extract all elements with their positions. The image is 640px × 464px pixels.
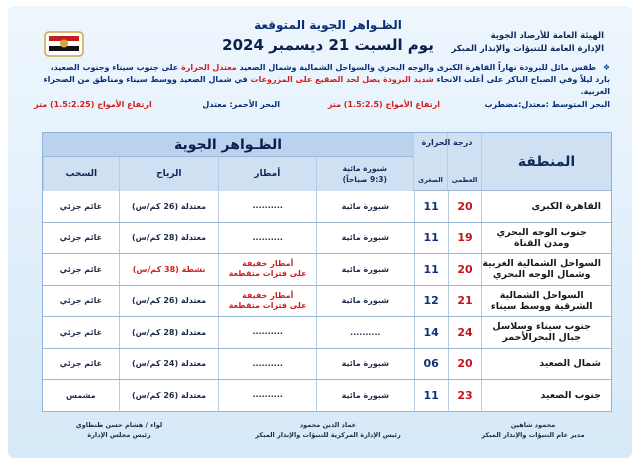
clouds-value: غائم جزئي: [59, 296, 103, 306]
red-sea-waves: ارتفاع الأمواج (1.5:2.25) متر: [34, 100, 152, 109]
max-temp: 19: [448, 223, 482, 254]
fog-value: شبورة مائية: [316, 223, 414, 254]
clouds-value: غائم جزئي: [59, 201, 103, 211]
table-row: [43, 223, 611, 255]
wind-value: معتدلة (28 كم/س): [119, 223, 219, 254]
min-temp: 06: [414, 349, 448, 380]
min-temp: 11: [414, 254, 448, 285]
rain-header: أمطار: [218, 157, 315, 191]
fog-value: شبورة مائية: [316, 380, 414, 411]
fog-value: شبورة مائية: [316, 286, 414, 317]
mediterranean-state: البحر المتوسط :معتدل:مضطرب: [484, 100, 610, 109]
forecast-line-night: بارد ليلاً وفي الصباح الباكر على أغلب الانحاء شديد البرودة يصل لحد الصقيع على المزروعات في شمال الصعيد ووسط سيناء ومناطق من الصحراء الغربية.: [43, 75, 610, 96]
max-temp: 21: [448, 286, 482, 317]
region-name: القاهرة الكبرى: [481, 191, 611, 222]
min-temp: 11: [414, 223, 448, 254]
clouds-value: غائم جزئي: [59, 359, 103, 369]
min-temp: 12: [414, 286, 448, 317]
sea-conditions: [34, 100, 610, 114]
temperature-header: درجة الحرارة: [421, 138, 473, 147]
region-name: السواحل الشمالية الشرقية ووسط سيناء: [481, 286, 611, 317]
wind-value: معتدلة (24 كم/س): [119, 349, 219, 380]
clouds-value: غائم جزئي: [59, 233, 103, 243]
clouds-header: السحب: [43, 157, 119, 191]
wind-value: معتدلة (26 كم/س): [119, 380, 219, 411]
wind-header: الرياح: [119, 157, 218, 191]
region-name: جنوب الوجه البحري ومدن القناة: [481, 223, 611, 254]
max-temp: 20: [448, 254, 482, 285]
region-header: المنطقة: [481, 133, 611, 190]
wind-value: معتدلة (28 كم/س): [119, 317, 219, 348]
general-forecast: [34, 62, 610, 98]
bulletin-title: الظـواهر الجوية المتوقعة: [254, 18, 402, 32]
rain-value: ..........: [218, 317, 316, 348]
forecast-bulletin: [8, 6, 632, 458]
wind-value: معتدلة (26 كم/س): [119, 191, 219, 222]
region-name: جنوب الصعيد: [481, 380, 611, 411]
signature-chairman: لواء / هشام حسن طنطاوي رئيس مجلس الإدارة: [75, 421, 163, 439]
bulletin-date: يوم السبت 21 ديسمبر 2024: [222, 36, 434, 54]
max-temp-header: العظمى: [447, 133, 481, 190]
signature-forecast-director: محمود شاهين مدير عام التنبؤات والإنذار المبكر: [481, 421, 585, 439]
wind-value: نشطة (38 كم/س): [119, 254, 219, 285]
org-name: الهيئة العامة للأرصاد الجوية: [490, 31, 604, 41]
diamond-bullet-icon: ❖: [602, 63, 610, 72]
table-row: [43, 380, 611, 412]
fog-value: ..........: [316, 317, 414, 348]
table-row: [43, 286, 611, 318]
min-temp: 14: [414, 317, 448, 348]
region-name: جنوب سيناء وسلاسل جبال البحرالأحمر: [481, 317, 611, 348]
min-temp-header: الصغرى: [413, 133, 447, 190]
forecast-line-day: ❖ طقس مائل للبرودة نهاراً القاهرة الكبرى والوجه البحري والسواحل الشمالية وشمال الصعيد معتدل الحرارة على جنوب سيناء وجنوب الصعيد،: [50, 63, 610, 72]
phenomena-header: الظـواهر الجوية: [43, 133, 413, 157]
signature-central-director: عماد الدين محمود رئيس الإدارة المركزية للتنبؤات والإنذار المبكر: [255, 421, 401, 439]
clouds-value: مشمس: [65, 390, 96, 400]
clouds-value: غائم جزئي: [59, 327, 103, 337]
rain-value: أمطار خفيفة على فترات متقطعة: [218, 254, 316, 285]
rain-value: أمطار خفيفة على فترات متقطعة: [218, 286, 316, 317]
table-row: [43, 317, 611, 349]
min-temp: 11: [414, 191, 448, 222]
phenomena-subheaders: [43, 157, 413, 191]
org-department: الإدارة العامة للتنبؤات والإنذار المبكر: [451, 44, 604, 54]
rain-value: ..........: [218, 380, 316, 411]
max-temp: 20: [448, 349, 482, 380]
max-temp: 23: [448, 380, 482, 411]
organization-block: [434, 30, 604, 56]
phenomena-header-group: [43, 133, 413, 190]
ema-logo-icon: [42, 26, 86, 62]
fog-value: شبورة مائية: [316, 254, 414, 285]
rain-value: ..........: [218, 349, 316, 380]
wind-value: معتدلة (26 كم/س): [119, 286, 219, 317]
rain-value: ..........: [218, 223, 316, 254]
region-name: شمال الصعيد: [481, 349, 611, 380]
max-temp: 24: [448, 317, 482, 348]
max-temp: 20: [448, 191, 482, 222]
rain-value: ..........: [218, 191, 316, 222]
table-header: [43, 133, 611, 191]
fog-value: شبورة مائية: [316, 349, 414, 380]
table-row: [43, 254, 611, 286]
min-temp: 11: [414, 380, 448, 411]
region-name: السواحل الشمالية الغربية وشمال الوجه البحري: [481, 254, 611, 285]
clouds-value: غائم جزئي: [59, 264, 103, 274]
forecast-table: [42, 132, 612, 412]
red-sea-state: البحر الأحمر: معتدل: [202, 100, 280, 109]
table-row: [43, 349, 611, 381]
fog-header: شبورة مائية (9:3 صباحاً): [316, 157, 413, 191]
table-row: [43, 191, 611, 223]
mediterranean-waves: ارتفاع الأمواج (1.5:2.5) متر: [327, 100, 440, 109]
fog-value: شبورة مائية: [316, 191, 414, 222]
